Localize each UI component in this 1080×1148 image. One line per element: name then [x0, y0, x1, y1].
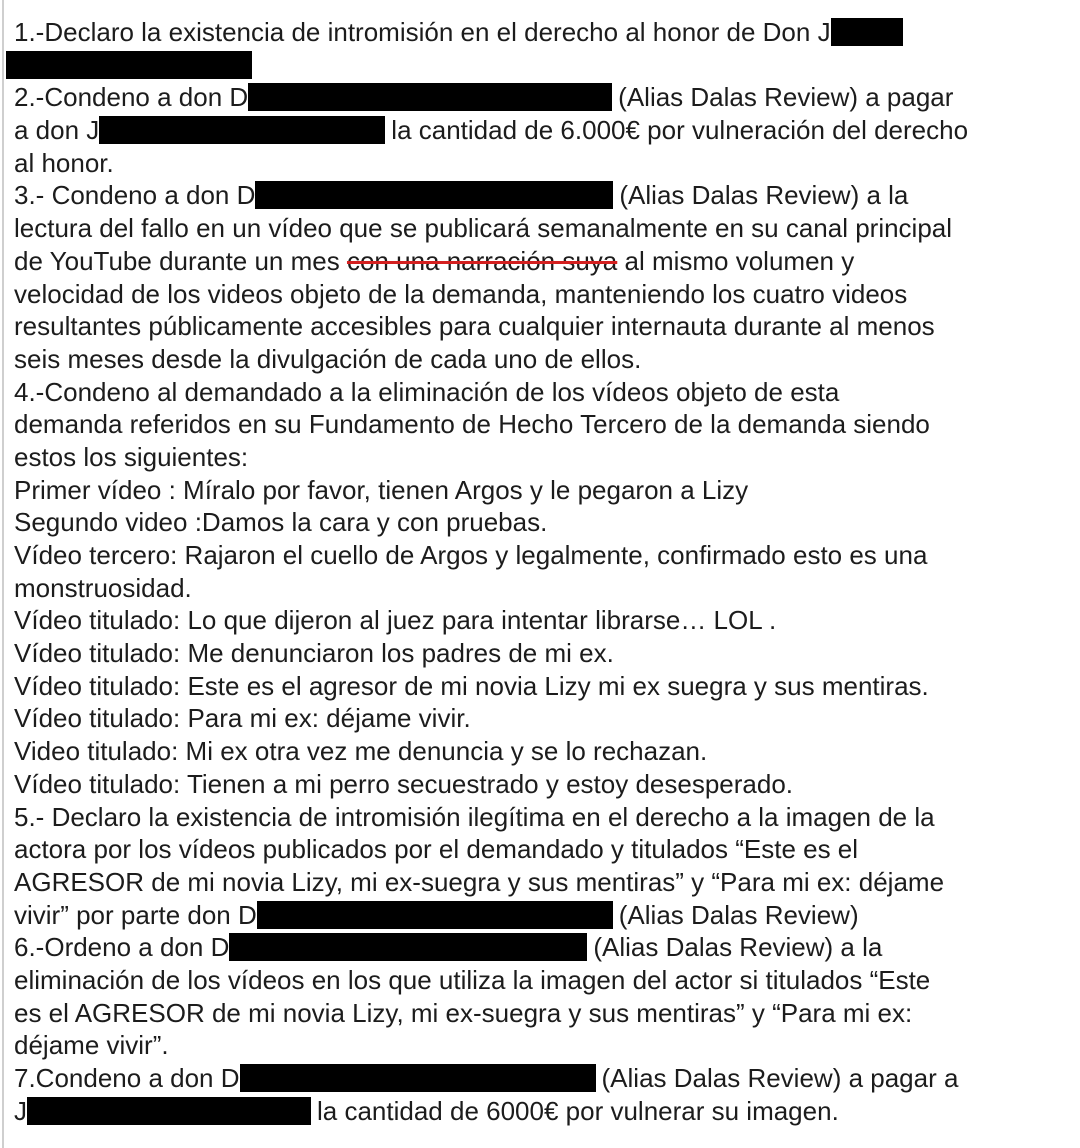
redaction-bar	[255, 181, 613, 209]
text-segment: (Alias Dalas Review) a pagar a	[601, 1063, 959, 1093]
text-segment: actora por los vídeos publicados por el demandado y titulados “Este es el	[14, 834, 859, 865]
redaction-bar	[27, 1097, 311, 1125]
text-segment: a don J	[14, 115, 100, 146]
text-segment: es el AGRESOR de mi novia Lizy, mi ex-suegra y sus mentiras” y “Para mi ex:	[14, 997, 913, 1028]
line-19	[14, 604, 1076, 637]
line-16	[14, 506, 1076, 539]
text-segment: al honor.	[14, 147, 114, 178]
text-segment: al mismo volumen y	[617, 245, 855, 276]
text-segment: J	[14, 1095, 27, 1126]
line-1	[14, 16, 1076, 49]
text-segment: Vídeo titulado: Lo que dijeron al juez para intentar librarse… LOL .	[14, 605, 777, 636]
ruling-text	[14, 16, 1076, 1127]
text-segment: 5.- Declaro la existencia de intromisión ilegítima en el derecho a la imagen de la	[14, 801, 935, 832]
redaction-bar	[248, 83, 612, 111]
text-segment: seis meses desde la divulgación de cada uno de ellos.	[14, 343, 642, 374]
text-segment: Vídeo tercero: Rajaron el cuello de Argos y legalmente, confirmado esto es una	[14, 540, 928, 570]
line-26	[14, 833, 1076, 866]
line-13	[14, 408, 1076, 441]
text-segment: (Alias Dalas Review) a la	[593, 932, 883, 963]
text-segment: la cantidad de 6000€ por vulnerar su imagen.	[317, 1095, 839, 1126]
text-segment: 3.- Condeno a don D	[14, 180, 256, 211]
text-segment: Segundo video :Damos la cara y con pruebas.	[14, 507, 548, 538]
text-segment: resultantes públicamente accesibles para cualquier internauta durante al menos	[14, 311, 935, 342]
redaction-bar	[240, 1064, 596, 1092]
text-segment: 2.-Condeno a don D	[14, 82, 249, 113]
text-segment: Vídeo titulado: Este es el agresor de mi novia Lizy mi ex suegra y sus mentiras.	[14, 670, 929, 701]
struck-through-text: con una narración suya	[346, 245, 618, 276]
redaction-bar	[99, 116, 385, 144]
line-20	[14, 637, 1076, 670]
text-segment: de YouTube durante un mes	[14, 245, 347, 276]
line-17	[14, 539, 1076, 572]
line-23	[14, 735, 1076, 768]
text-segment: (Alias Dalas Review)	[618, 899, 859, 930]
line-28	[14, 899, 1076, 932]
text-segment: la cantidad de 6.000€ por vulneración del derecho	[391, 115, 969, 146]
left-margin-rule	[2, 0, 4, 1148]
line-10	[14, 310, 1076, 343]
text-segment: déjame vivir”.	[14, 1030, 169, 1061]
line-15	[14, 474, 1076, 507]
text-segment: eliminación de los vídeos en los que utiliza la imagen del actor si titulados “Este	[14, 964, 931, 995]
line-34	[14, 1095, 1076, 1128]
line-33	[14, 1062, 1076, 1095]
text-segment: Vídeo titulado: Tienen a mi perro secuestrado y estoy desesperado.	[14, 768, 794, 799]
line-3	[14, 81, 1076, 114]
redaction-bar	[229, 933, 587, 961]
text-segment: Vídeo titulado: Me denunciaron los padres de mi ex.	[14, 638, 614, 669]
line-2	[14, 49, 1076, 82]
line-29	[14, 931, 1076, 964]
text-segment: monstruosidad.	[14, 572, 192, 603]
line-21	[14, 670, 1076, 703]
line-14	[14, 441, 1076, 474]
text-segment: (Alias Dalas Review) a pagar	[618, 82, 954, 113]
line-24	[14, 768, 1076, 801]
line-12	[14, 376, 1076, 409]
line-8	[14, 245, 1076, 278]
line-18	[14, 572, 1076, 605]
text-segment: Vídeo titulado: Para mi ex: déjame vivir.	[14, 703, 471, 734]
text-segment: (Alias Dalas Review) a la	[619, 180, 909, 211]
line-5	[14, 147, 1076, 180]
text-segment: Video titulado: Mi ex otra vez me denuncia y se lo rechazan.	[14, 736, 708, 767]
line-22	[14, 702, 1076, 735]
line-27	[14, 866, 1076, 899]
line-6	[14, 179, 1076, 212]
text-segment: demanda referidos en su Fundamento de Hecho Tercero de la demanda siendo	[14, 409, 930, 440]
line-25	[14, 801, 1076, 834]
text-segment: 1.-Declaro la existencia de intromisión en el derecho al honor de Don J	[14, 17, 831, 47]
line-7	[14, 212, 1076, 245]
line-32	[14, 1029, 1076, 1062]
redaction-bar	[6, 51, 252, 79]
text-segment: 4.-Condeno al demandado a la eliminación de los vídeos objeto de esta	[14, 376, 840, 407]
line-9	[14, 278, 1076, 311]
line-30	[14, 964, 1076, 997]
text-segment: AGRESOR de mi novia Lizy, mi ex-suegra y sus mentiras” y “Para mi ex: déjame	[14, 866, 945, 897]
redaction-bar	[257, 901, 613, 929]
text-segment: estos los siguientes:	[14, 441, 249, 472]
redaction-bar	[831, 18, 903, 46]
text-segment: Primer vídeo : Míralo por favor, tienen Argos y le pegaron a Lizy	[14, 474, 749, 505]
text-segment: vivir” por parte don D	[14, 899, 257, 930]
line-11	[14, 343, 1076, 376]
text-segment: 7.Condeno a don D	[14, 1063, 240, 1093]
line-4	[14, 114, 1076, 147]
text-segment: 6.-Ordeno a don D	[14, 932, 230, 963]
line-31	[14, 997, 1076, 1030]
text-segment: velocidad de los videos objeto de la demanda, manteniendo los cuatro videos	[14, 278, 908, 309]
text-segment: lectura del fallo en un vídeo que se publicará semanalmente en su canal principal	[14, 213, 953, 244]
